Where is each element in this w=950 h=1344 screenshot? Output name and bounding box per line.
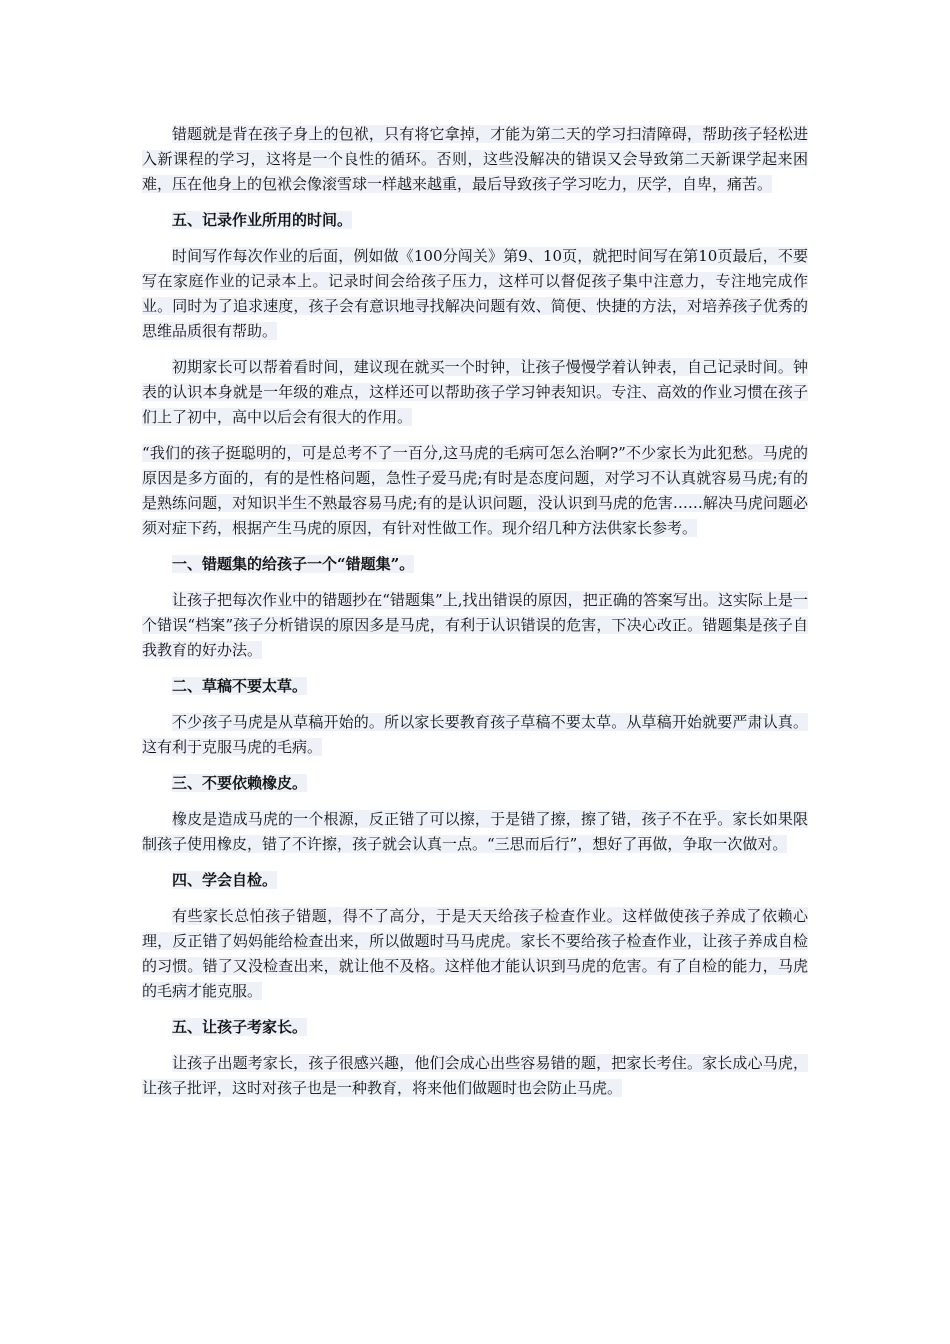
paragraph: 橡皮是造成马虎的一个根源，反正错了可以擦，于是错了擦，擦了错，孩子不在乎。家长如果限制孩子使用橡皮，错了不许擦，孩子就会认真一点。“三思而后行”，想好了再做，争取一次做对。 <box>142 810 808 853</box>
section-heading: 三、不要依赖橡皮。 <box>172 774 308 792</box>
section-heading: 四、学会自检。 <box>172 871 278 889</box>
paragraph: “我们的孩子挺聪明的，可是总考不了一百分,这马虎的毛病可怎么治啊?”不少家长为此犯愁。马虎的原因是多方面的，有的是性格问题，急性子爱马虎;有时是态度问题，对学习不认真就容易马虎;有的是熟练问题，对知识半生不熟最容易马虎;有的是认识问题，没认识到马虎的危害……解决马虎问题必须对症下药，根据产生马虎的原因，有针对性做工作。现介绍几种方法供家长参考。 <box>142 444 808 537</box>
paragraph: 有些家长总怕孩子错题，得不了高分，于是天天给孩子检查作业。这样做使孩子养成了依赖心理，反正错了妈妈能给检查出来，所以做题时马马虎虎。家长不要给孩子检查作业，让孩子养成自检的习惯。错了又没检查出来，就让他不及格。这样他才能认识到马虎的危害。有了自检的能力，马虎的毛病才能克服。 <box>142 907 808 1000</box>
paragraph: 让孩子出题考家长，孩子很感兴趣，他们会成心出些容易错的题，把家长考住。家长成心马虎，让孩子批评，这时对孩子也是一种教育，将来他们做题时也会防止马虎。 <box>142 1054 808 1097</box>
section-heading: 五、让孩子考家长。 <box>172 1018 308 1036</box>
section-heading: 五、记录作业所用的时间。 <box>172 211 353 229</box>
paragraph: 初期家长可以帮着看时间，建议现在就买一个时钟，让孩子慢慢学着认钟表，自己记录时间。钟表的认识本身就是一年级的难点，这样还可以帮助孩子学习钟表知识。专注、高效的作业习惯在孩子们上了初中，高中以后会有很大的作用。 <box>142 358 808 426</box>
paragraph: 让孩子把每次作业中的错题抄在“错题集”上,找出错误的原因，把正确的答案写出。这实际上是一个错误“档案”孩子分析错误的原因多是马虎，有利于认识错误的危害，下决心改正。错题集是孩子自我教育的好办法。 <box>142 591 808 659</box>
section-heading: 二、草稿不要太草。 <box>172 677 308 695</box>
paragraph: 时间写作每次作业的后面，例如做《100分闯关》第9、10页，就把时间写在第10页最后，不要写在家庭作业的记录本上。记录时间会给孩子压力，这样可以督促孩子集中注意力，专注地完成作业。同时为了追求速度，孩子会有意识地寻找解决问题有效、简便、快捷的方法，对培养孩子优秀的思维品质很有帮助。 <box>142 247 808 340</box>
paragraph: 不少孩子马虎是从草稿开始的。所以家长要教育孩子草稿不要太草。从草稿开始就要严肃认真。这有利于克服马虎的毛病。 <box>142 713 808 756</box>
section-heading: 一、错题集的给孩子一个“错题集”。 <box>172 555 415 573</box>
paragraph: 错题就是背在孩子身上的包袱，只有将它拿掉，才能为第二天的学习扫清障碍，帮助孩子轻松进入新课程的学习，这将是一个良性的循环。否则，这些没解决的错误又会导致第二天新课学起来困难，压在他身上的包袱会像滚雪球一样越来越重，最后导致孩子学习吃力，厌学，自卑，痛苦。 <box>142 125 808 193</box>
document-body <box>142 122 808 1112</box>
